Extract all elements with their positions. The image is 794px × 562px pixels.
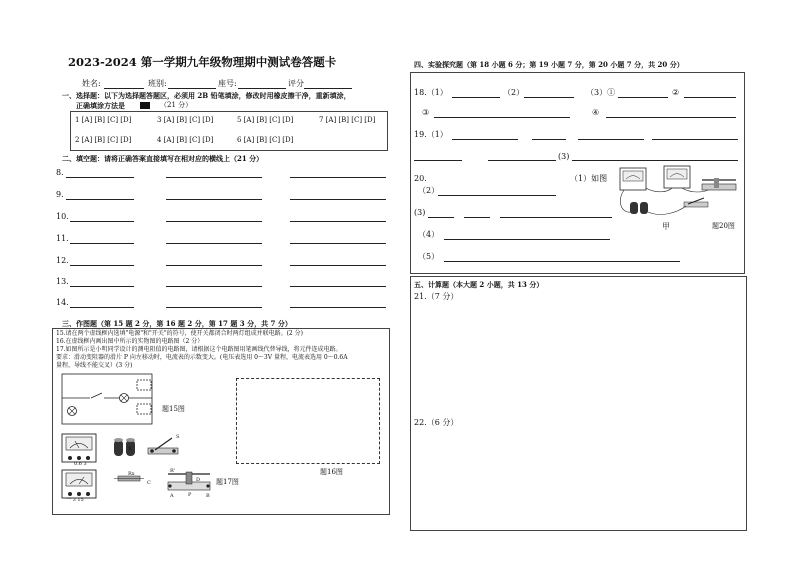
page-title: 2023-2024 第一学期九年级物理期中测试卷答题卡 <box>68 55 337 69</box>
fill-blank[interactable] <box>290 307 386 308</box>
fill-number-13: 13. <box>56 277 69 286</box>
fig15-circuit <box>58 370 158 430</box>
fill-blank[interactable] <box>66 199 134 200</box>
q16-text: 16.在虚线框内画出图中所示的实物图的电路图（2 分） <box>56 338 204 345</box>
section1-points: （21 分） <box>160 101 193 109</box>
calculation-answer-area[interactable] <box>410 276 747 531</box>
ammeter-terminals: 0.6 3 <box>74 461 87 467</box>
fig15-caption: 题15图 <box>162 405 185 413</box>
q20-5-blank[interactable] <box>444 261 680 262</box>
fill-blank[interactable] <box>290 199 386 200</box>
q19-3-label: (3) <box>558 152 570 161</box>
fig16-drawing-box[interactable] <box>236 378 380 464</box>
q20-3-blank-b[interactable] <box>464 217 490 218</box>
q20-2-label: （2） <box>418 186 440 195</box>
q18-circle2: ② <box>672 88 680 97</box>
fill-number-12: 12. <box>56 256 69 265</box>
score-field[interactable] <box>304 88 352 89</box>
q18-1-blank[interactable] <box>452 97 500 98</box>
fill-blank[interactable] <box>166 286 262 287</box>
fill-blank[interactable] <box>70 265 134 266</box>
q18-circle3: ③ <box>422 108 430 117</box>
q17-text-2: 要求：滑动变阻器的滑片 P 向左移动时，电流表的示数变大。(电压表选用 0～3V 量程，电流表选用 0～0.6A <box>56 354 348 361</box>
fig17-components <box>60 430 220 506</box>
q21-label: 21.（7 分） <box>414 292 459 301</box>
c-terminal-label: C <box>147 480 151 486</box>
fill-number-14: 14. <box>56 298 69 307</box>
filled-mark-example <box>140 102 150 109</box>
q20-3-blank-c[interactable] <box>500 217 612 218</box>
q17-text-3: 量程，导线不能交叉）(3 分) <box>56 362 133 369</box>
section1-instructions-2: 正确填涂方法是 <box>76 101 125 110</box>
score-label: 评分 <box>288 79 304 88</box>
b-terminal-label: B <box>206 493 210 499</box>
fill-blank[interactable] <box>290 265 386 266</box>
q18-3-1-blank[interactable] <box>618 97 668 98</box>
name-field[interactable] <box>104 88 144 89</box>
q20-label: 20. <box>414 174 427 183</box>
fill-number-8: 8. <box>56 168 64 177</box>
a-terminal-label: A <box>170 493 174 499</box>
class-field[interactable] <box>168 88 216 89</box>
fill-number-9: 9. <box>56 190 64 199</box>
fill-blank[interactable] <box>166 177 262 178</box>
r-prime-label: R' <box>170 468 176 474</box>
q20-2-blank[interactable] <box>438 195 556 196</box>
fig20-apparatus <box>612 162 740 220</box>
q22-label: 22.（6 分） <box>414 418 459 427</box>
choice-q3[interactable]: 3 [A] [B] [C] [D] <box>157 116 214 124</box>
q15-text: 15.请在两个虚线框内选填"电源"和"开关"的符号，使开关都闭合时两灯组成并联电路。(2 分) <box>56 330 303 337</box>
rx-label: Rx <box>128 471 135 477</box>
fill-blank[interactable] <box>166 307 262 308</box>
q17-text-1: 17.如图所示是小明同学设计的测电阻值的电路图，请根据这个电路图用笔画线代替导线，将元件连成电路。 <box>56 346 342 353</box>
fig16-caption: 题16图 <box>320 468 343 476</box>
seat-label: 座号: <box>218 79 237 88</box>
q20-5-label: （5） <box>418 252 440 261</box>
r-label: R <box>128 446 132 452</box>
fig20-caption: 题20图 <box>712 222 735 230</box>
fill-blank[interactable] <box>166 199 262 200</box>
q19-1-blank[interactable] <box>452 139 518 140</box>
section3-title: 三、作图题（第 15 题 2 分，第 16 题 2 分，第 17 题 3 分，共 7 分） <box>62 319 292 328</box>
section1-instructions: 一、选择题：以下为选择题答题区，必须用 2B 铅笔填涂，修改时用橡皮擦干净，重新填涂， <box>62 91 351 100</box>
choice-answer-grid <box>70 111 388 151</box>
fill-blank[interactable] <box>66 177 134 178</box>
q20-1-label: （1）如图 <box>570 174 608 183</box>
q20-3-label: (3) <box>414 208 426 217</box>
fill-blank[interactable] <box>70 221 134 222</box>
section5-title: 五、计算题（本大题 2 小题，共 13 分） <box>414 280 544 289</box>
q19-2-blank[interactable] <box>532 139 566 140</box>
fill-number-10: 10. <box>56 212 69 221</box>
q19-7-blank[interactable] <box>572 160 738 161</box>
fill-blank[interactable] <box>290 177 386 178</box>
fill-blank[interactable] <box>290 243 386 244</box>
q18-3-4-blank[interactable] <box>606 117 736 118</box>
choice-q6[interactable]: 6 [A] [B] [C] [D] <box>237 136 294 144</box>
name-label: 姓名: <box>82 79 101 88</box>
q18-2-label: （2） <box>503 88 525 97</box>
q18-3-label: （3）① <box>586 88 616 97</box>
choice-q5[interactable]: 5 [A] [B] [C] [D] <box>237 116 294 124</box>
fill-number-11: 11. <box>56 234 69 243</box>
choice-q2[interactable]: 2 [A] [B] [C] [D] <box>75 136 132 144</box>
q20-3-blank-a[interactable] <box>428 217 454 218</box>
fill-blank[interactable] <box>290 286 386 287</box>
fill-blank[interactable] <box>166 243 262 244</box>
section2-title: 二、填空题：请将正确答案直接填写在相对应的横线上（21 分） <box>62 154 264 163</box>
q18-label: 18.（1） <box>414 88 448 97</box>
q18-circle4: ④ <box>592 108 600 117</box>
voltmeter-terminals: 一 3 15 <box>66 497 84 503</box>
d-terminal-label: D <box>196 477 201 483</box>
q19-3-blank[interactable] <box>578 139 644 140</box>
q19-4-blank[interactable] <box>652 139 738 140</box>
fill-blank[interactable] <box>166 221 262 222</box>
q19-label: 19.（1） <box>414 130 448 139</box>
q18-3-3-blank[interactable] <box>434 117 570 118</box>
q19-5-blank[interactable] <box>414 160 462 161</box>
q20-4-blank[interactable] <box>444 239 610 240</box>
choice-q7[interactable]: 7 [A] [B] [C] [D] <box>319 116 376 124</box>
q19-6-blank[interactable] <box>488 160 556 161</box>
p-slider-label: P <box>188 492 192 498</box>
fill-blank[interactable] <box>70 243 134 244</box>
choice-q4[interactable]: 4 [A] [B] [C] [D] <box>157 136 214 144</box>
jia-label: 甲 <box>662 222 670 231</box>
q18-3-2-blank[interactable] <box>684 97 736 98</box>
q20-4-label: （4） <box>418 230 440 239</box>
choice-q1[interactable]: 1 [A] [B] [C] [D] <box>75 116 132 124</box>
fill-blank[interactable] <box>70 307 134 308</box>
fill-blank[interactable] <box>166 265 262 266</box>
s-switch-label: S <box>176 434 180 440</box>
q18-2-blank[interactable] <box>524 97 574 98</box>
fill-blank[interactable] <box>290 221 386 222</box>
fill-blank[interactable] <box>70 286 134 287</box>
section4-title: 四、实验探究题（第 18 小题 6 分；第 19 小题 7 分，第 20 小题 7 分，共 20 分） <box>414 60 684 69</box>
fig17-caption: 题17图 <box>216 478 239 486</box>
class-label: 班别: <box>148 79 167 88</box>
seat-field[interactable] <box>238 88 286 89</box>
